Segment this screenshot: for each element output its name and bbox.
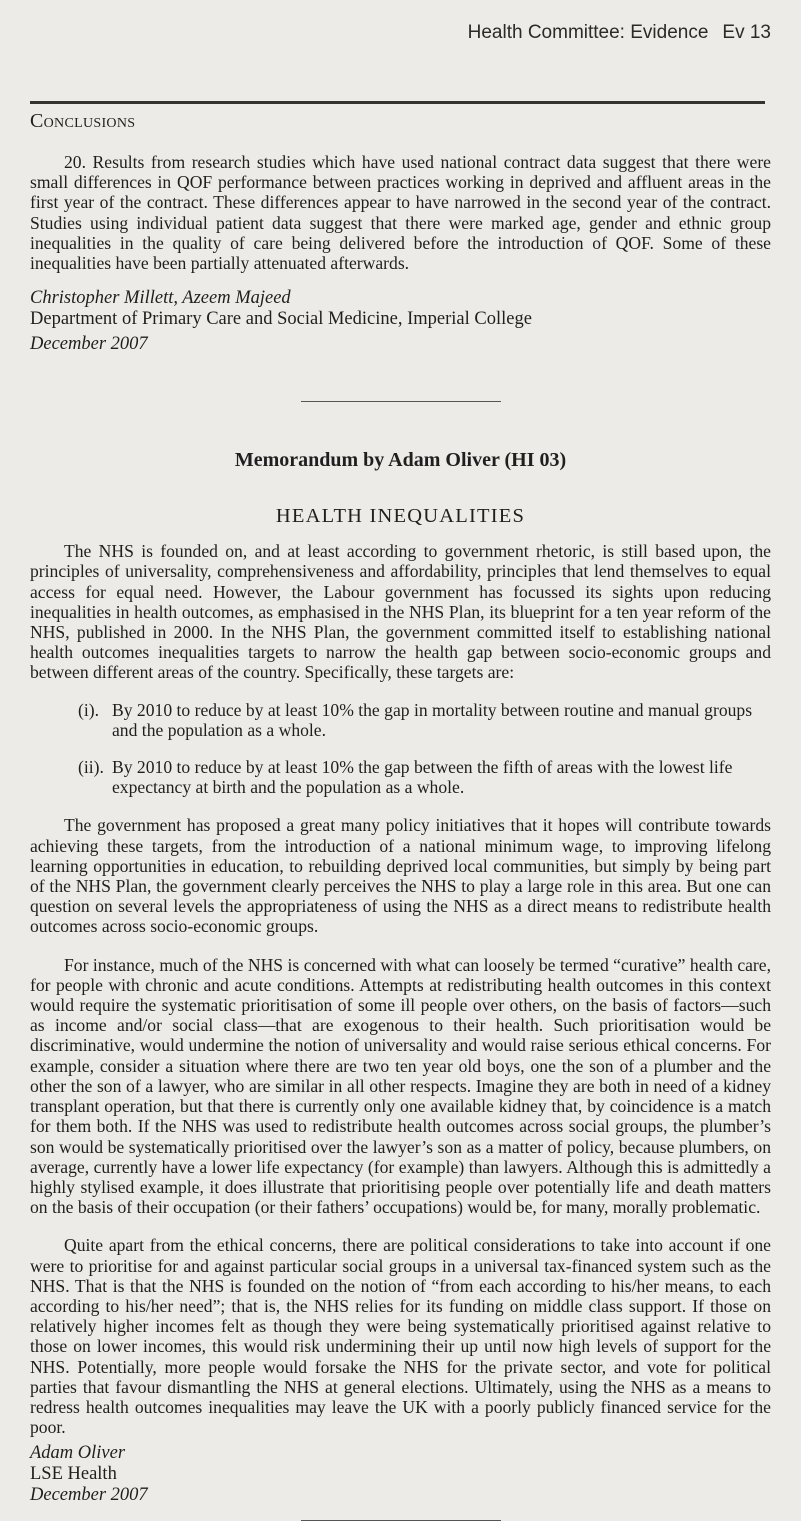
memo-paragraph-2: The government has proposed a great many policy initiatives that it hopes will contribute towards achieving these targets, from the introduction of a national minimum wage, to improving lifelong learning opportunities in education, to rebuilding deprived local communities, but simply by being part of the NHS Plan, the government clearly perceives the NHS to play a large role in this area. But one can question on several levels the appropriateness of using the NHS as a direct means to redistribute health outcomes across socio-economic groups. <box>30 815 771 937</box>
section-title: HEALTH INEQUALITIES <box>275 505 526 528</box>
target-number: (i). <box>78 699 100 720</box>
target-text: By 2010 to reduce by at least 10% the gap in mortality between routine and manual groups and the population as a whole. <box>112 699 753 740</box>
conclusions-heading: Conclusions <box>30 110 136 132</box>
target-text: By 2010 to reduce by at least 10% the gap between the fifth of areas with the lowest life expectancy at birth and the population as a whole. <box>112 757 733 798</box>
paragraph-20: 20. Results from research studies which have used national contract data suggest that there were small differences in QOF performance between practices working in deprived and affluent areas in the first year of the contract. These differences appear to have narrowed in the second year of the contract. Studies using individual patient data suggest that there were marked age, gender and ethnic group inequalities in the quality of care being delivered before the introduction of QOF. Some of these inequalities have been partially attenuated afterwards. <box>30 152 771 274</box>
signature-block-2 <box>30 1443 771 1506</box>
target-number: (ii). <box>78 757 104 778</box>
memo-date: December 2007 <box>30 1485 148 1506</box>
page-content <box>30 110 771 1521</box>
page-number: Ev 13 <box>722 22 771 43</box>
memo-paragraph-3: For instance, much of the NHS is concerned with what can loosely be termed “curative” health care, for people with chronic and acute conditions. Attempts at redistributing health outcomes in this context would require the systematic prioritisation of some ill people over others, on the basis of factors—such as income and/or social class—that are exogenous to their health. Such prioritisation would be discriminative, would undermine the notion of universality and would raise serious ethical concerns. For example, consider a situation where there are two ten year old boys, one the son of a plumber and the other the son of a lawyer, who are similar in all other respects. Imagine they are both in need of a kidney transplant operation, but that there is currently only one available kidney that, by coincidence is a match for them both. If the NHS was used to redistribute health outcomes across social groups, the plumber’s son would be systematically prioritised over the lawyer’s son as a matter of policy, because plumbers, on average, currently have a lower life expectancy (for example) than lawyers. Although this is admittedly a highly stylised example, it does illustrate that prioritising people over potentially life and death matters on the basis of their occupation (or their fathers’ occupations) would be, for many, morally problematic. <box>30 954 771 1218</box>
target-item <box>30 757 771 797</box>
header-rule <box>30 101 765 104</box>
publication-title: Health Committee: Evidence <box>467 22 709 43</box>
memo-paragraph-4: Quite apart from the ethical concerns, there are political considerations to take into account if one were to prioritise for and against particular social groups in a universal tax-financed system such as the NHS. That is that the NHS is founded on the notion of “from each according to his/her means, to each according to his/her need”; that is, the NHS relies for its funding on middle class support. If those on relatively higher incomes felt as though they were being systematically prioritised against relative to those on lower incomes, this would risk undermining their up until now high levels of support for the NHS. Potentially, more people would forsake the NHS for the private sector, and vote for political parties that favour dismantling the NHS at general elections. Ultimately, using the NHS as a means to redress health outcomes inequalities may leave the UK with a poorly publicly financed service for the poor. <box>30 1235 771 1438</box>
running-head <box>468 22 771 44</box>
signature-block-1 <box>30 288 771 355</box>
memo-affiliation: LSE Health <box>30 1464 117 1485</box>
section-divider <box>301 401 501 402</box>
signature-date: December 2007 <box>30 334 148 355</box>
affiliation: Department of Primary Care and Social Medicine, Imperial College <box>30 309 532 330</box>
memorandum-title: Memorandum by Adam Oliver (HI 03) <box>234 449 567 472</box>
target-item <box>30 700 771 740</box>
memo-paragraph-1: The NHS is founded on, and at least according to government rhetoric, is still based upon, the principles of universality, comprehensiveness and affordability, principles that lend themselves to equal access for equal need. However, the Labour government has focussed its sights upon reducing inequalities in health outcomes, as emphasised in the NHS Plan, its blueprint for a ten year reform of the NHS, published in 2000. In the NHS Plan, the government committed itself to establishing national health outcomes inequalities targets to narrow the health gap between socio-economic groups and between different areas of the country. Specifically, these targets are: <box>30 541 771 683</box>
memo-author: Adam Oliver <box>30 1443 126 1464</box>
authors: Christopher Millett, Azeem Majeed <box>30 288 291 309</box>
